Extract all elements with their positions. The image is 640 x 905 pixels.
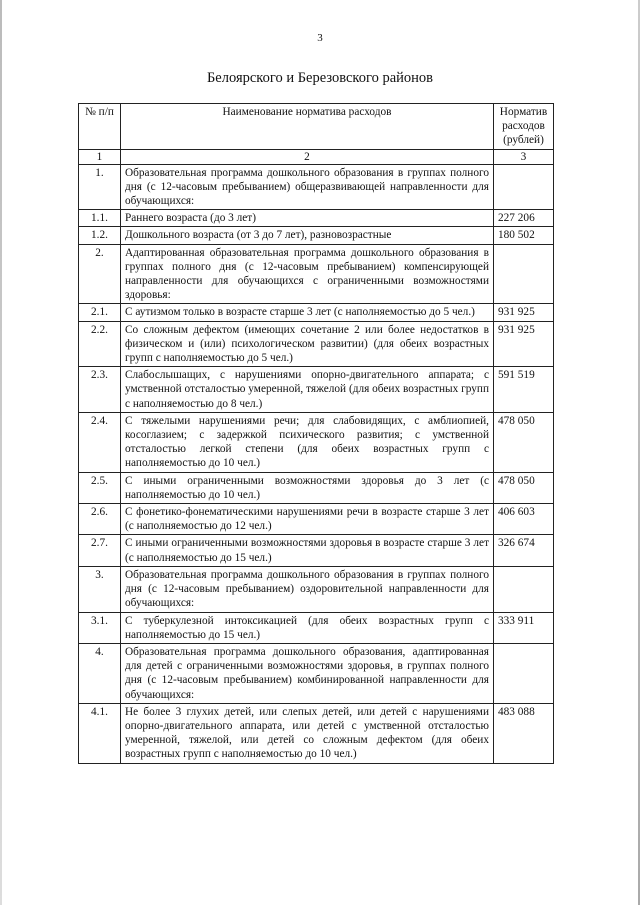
row-value (494, 643, 554, 703)
row-num: 2.4. (79, 412, 121, 472)
column-numbers-row (79, 149, 554, 164)
page-heading: Белоярского и Березовского районов (206, 70, 434, 86)
row-num: 1. (79, 164, 121, 210)
row-value: 931 925 (494, 304, 554, 321)
row-num: 1.2. (79, 227, 121, 244)
table-row (79, 504, 554, 535)
table-row (79, 227, 554, 244)
row-name: С аутизмом только в возрасте старше 3 лет (с наполняемостью до 5 чел.) (121, 304, 494, 321)
row-value: 406 603 (494, 504, 554, 535)
row-value: 227 206 (494, 210, 554, 227)
row-name: Не более 3 глухих детей, или слепых детей, или детей с нарушениями опорно-двигательного аппарата, или детей с умственной отсталостью умеренной, тяжелой, или детей со сложным дефектом (для обеих возрастных групп с наполняемостью до 10 чел.) (121, 703, 494, 763)
row-name: С тяжелыми нарушениями речи; для слабовидящих, с амблиопией, косоглазием; с задержкой психического развития; с умственной отсталостью легкой степени (для обеих возрастных групп с наполняемостью до 10 чел.) (121, 412, 494, 472)
table-row (79, 164, 554, 210)
row-num: 2.6. (79, 504, 121, 535)
table-row (79, 703, 554, 763)
column-number: 1 (79, 149, 121, 164)
row-value (494, 164, 554, 210)
row-value: 478 050 (494, 412, 554, 472)
norms-table (78, 103, 554, 764)
table-row (79, 210, 554, 227)
table-row (79, 304, 554, 321)
row-value: 478 050 (494, 472, 554, 503)
row-name: Образовательная программа дошкольного образования в группах полного дня (с 12-часовым пребыванием) оздоровительной направленности для обучающихся: (121, 566, 494, 612)
row-value: 591 519 (494, 367, 554, 413)
row-num: 4.1. (79, 703, 121, 763)
row-name: С иными ограниченными возможностями здоровья до 3 лет (с наполняемостью до 10 чел.) (121, 472, 494, 503)
row-value: 180 502 (494, 227, 554, 244)
row-name: С фонетико-фонематическими нарушениями речи в возрасте старше 3 лет (с наполняемостью до 12 чел.) (121, 504, 494, 535)
row-value (494, 244, 554, 304)
table-body (79, 164, 554, 763)
row-value (494, 566, 554, 612)
table-header-row (79, 104, 554, 150)
header-name: Наименование норматива расходов (121, 104, 494, 150)
row-num: 2.1. (79, 304, 121, 321)
table-row (79, 412, 554, 472)
table-row (79, 535, 554, 566)
row-name: Раннего возраста (до 3 лет) (121, 210, 494, 227)
header-num: № п/п (79, 104, 121, 150)
row-num: 2.5. (79, 472, 121, 503)
table-row (79, 367, 554, 413)
table-row (79, 244, 554, 304)
row-value: 333 911 (494, 612, 554, 643)
row-name: С иными ограниченными возможностями здоровья в возрасте старше 3 лет (с наполняемостью до 15 чел.) (121, 535, 494, 566)
row-name: Адаптированная образовательная программа дошкольного образования в группах полного дня (с 12-часовым пребыванием) компенсирующей направленности для обучающихся с ограниченными возможностями здоровья: (121, 244, 494, 304)
row-num: 2.7. (79, 535, 121, 566)
row-value: 931 925 (494, 321, 554, 367)
row-value: 326 674 (494, 535, 554, 566)
row-num: 4. (79, 643, 121, 703)
column-number: 2 (121, 149, 494, 164)
page-number: 3 (317, 32, 323, 44)
row-num: 1.1. (79, 210, 121, 227)
row-name: Образовательная программа дошкольного образования в группах полного дня (с 12-часовым пребыванием) общеразвивающей направленности для обучающихся: (121, 164, 494, 210)
row-num: 2. (79, 244, 121, 304)
row-num: 2.3. (79, 367, 121, 413)
table-row (79, 321, 554, 367)
row-value: 483 088 (494, 703, 554, 763)
header-norm: Норматив расходов (рублей) (494, 104, 554, 150)
row-name: Слабослышащих, с нарушениями опорно-двигательного аппарата; с умственной отсталостью умеренной, тяжелой (для обеих возрастных групп с наполняемостью до 8 чел.) (121, 367, 494, 413)
row-num: 3.1. (79, 612, 121, 643)
row-name: Дошкольного возраста (от 3 до 7 лет), разновозрастные (121, 227, 494, 244)
column-number: 3 (494, 149, 554, 164)
scan-edge-left (0, 0, 2, 905)
table-row (79, 566, 554, 612)
row-num: 2.2. (79, 321, 121, 367)
row-name: Образовательная программа дошкольного образования, адаптированная для детей с ограниченными возможностями здоровья, в группах полного дня (с 12-часовым пребыванием) комбинированной направленности для обучающихся: (121, 643, 494, 703)
table-row (79, 612, 554, 643)
row-num: 3. (79, 566, 121, 612)
table-row (79, 643, 554, 703)
row-name: С туберкулезной интоксикацией (для обеих возрастных групп с наполняемостью до 15 чел.) (121, 612, 494, 643)
table-row (79, 472, 554, 503)
row-name: Со сложным дефектом (имеющих сочетание 2 или более недостатков в физическом и (или) психологическом развитии) (для обеих возрастных групп с наполняемостью до 5 чел.) (121, 321, 494, 367)
